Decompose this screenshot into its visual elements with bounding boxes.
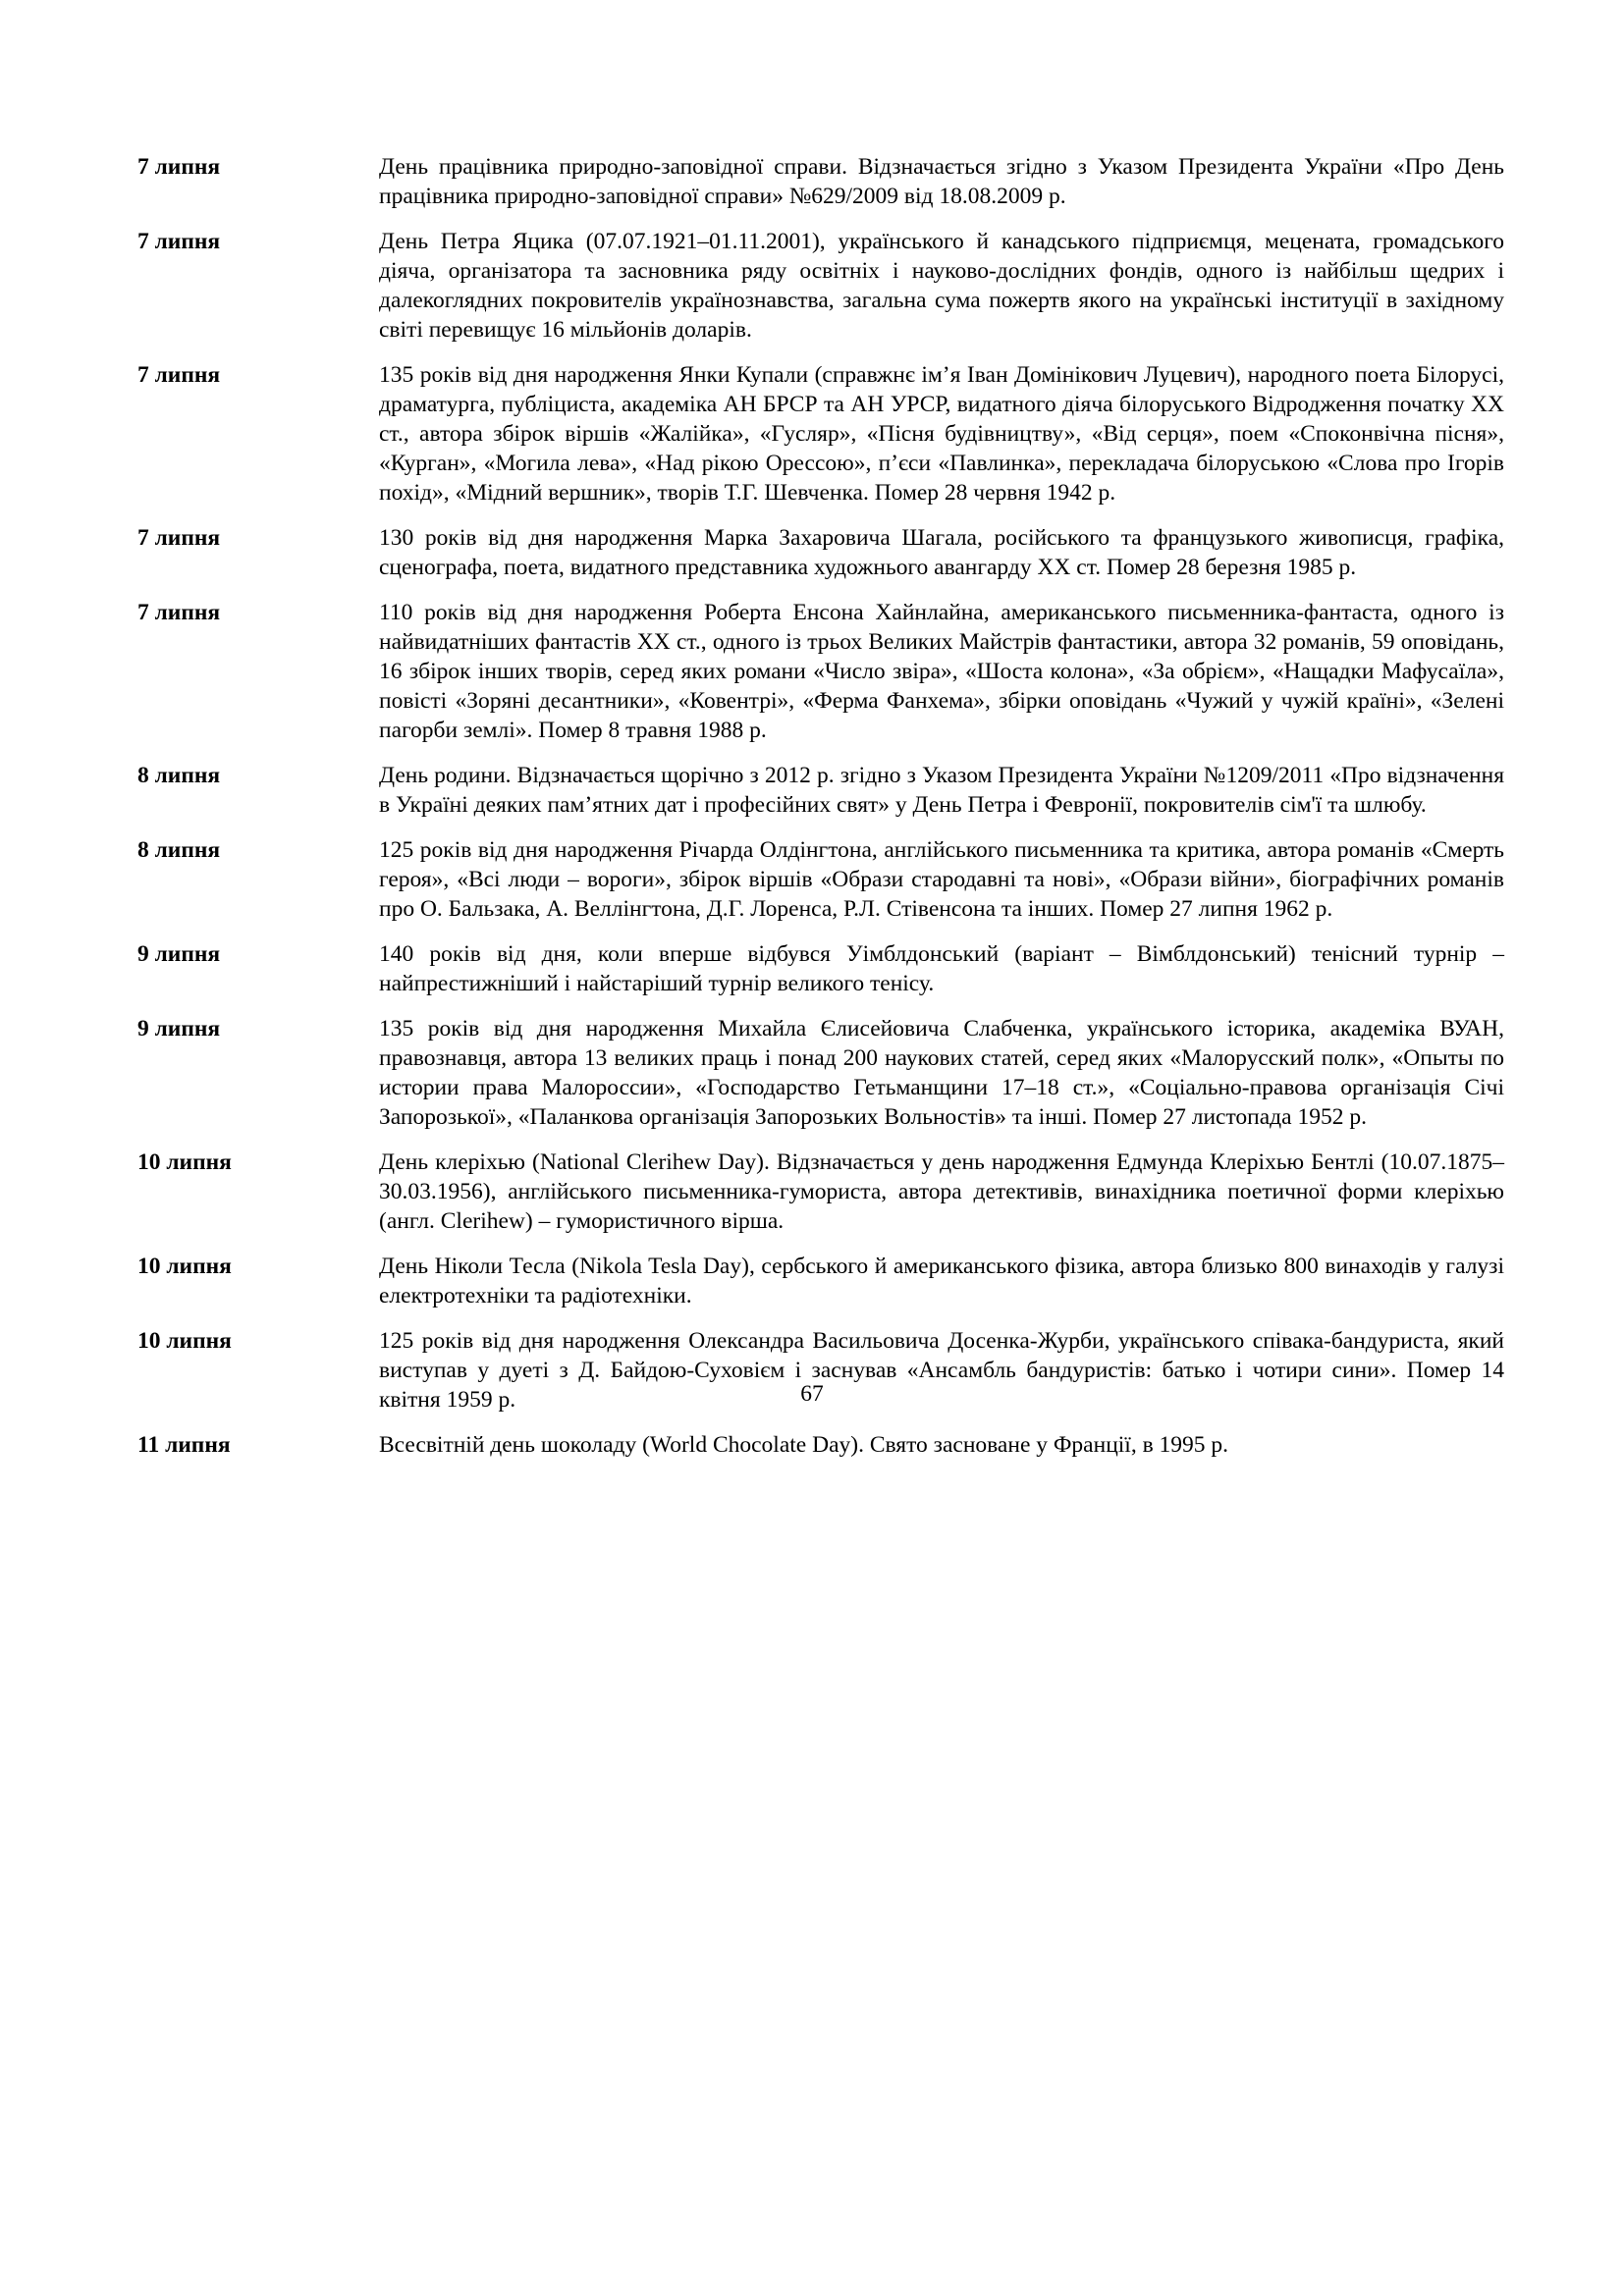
- calendar-entry: [137, 152, 1504, 211]
- entry-date: 8 липня: [137, 837, 221, 863]
- entry-date: 11 липня: [137, 1432, 231, 1458]
- entry-text: 140 років від дня, коли вперше відбувся Уімблдонський (варіант – Вімблдонський) тенісний турнір – найпрестижніший і найстаріший турнір великого тенісу.: [379, 941, 1504, 996]
- calendar-entry: [137, 523, 1504, 582]
- entry-date: 8 липня: [137, 763, 221, 788]
- entry-date: 7 липня: [137, 229, 221, 254]
- entry-date: 7 липня: [137, 600, 221, 625]
- entry-date: 10 липня: [137, 1254, 232, 1279]
- calendar-entry: [137, 227, 1504, 345]
- entry-text: Всесвітній день шоколаду (World Chocolate Day). Свято засноване у Франції, в 1995 р.: [379, 1432, 1229, 1458]
- entry-date: 7 липня: [137, 154, 221, 180]
- entry-text: 125 років від дня народження Річарда Олдінгтона, англійського письменника та критика, автора романів «Смерть героя», «Всі люди – вороги», збірок віршів «Образи стародавні та нові», «Образи війни», біографічних романів про О. Бальзака, А. Веллінгтона, Д.Г. Лоренса, Р.Л. Стівенсона та інших. Помер 27 липня 1962 р.: [379, 837, 1504, 922]
- entry-date: 10 липня: [137, 1149, 232, 1175]
- calendar-entry: [137, 761, 1504, 820]
- calendar-entry: [137, 1014, 1504, 1132]
- entry-text: День клеріхью (National Clerihew Day). Відзначається у день народження Едмунда Клеріхью Бентлі (10.07.1875–30.03.1956), англійського письменника-гумориста, автора детективів, винахідника поетичної форми клеріхью (англ. Clerihew) – гумористичного вірша.: [379, 1149, 1504, 1234]
- entry-date: 10 липня: [137, 1328, 232, 1354]
- entry-text: День Ніколи Тесла (Nikola Tesla Day), сербського й американського фізика, автора близько 800 винаходів у галузі електротехніки та радіотехніки.: [379, 1254, 1504, 1308]
- entry-text: 135 років від дня народження Михайла Єлисейовича Слабченка, українського історика, академіка ВУАН, правознавця, автора 13 великих праць і понад 200 наукових статей, серед яких «Малорусский полк», «Опыты по истории права Малороссии», «Господарство Гетьманщини 17–18 ст.», «Соціально-правова організація Січі Запорозької», «Паланкова організація Запорозьких Вольностів» та інші. Помер 27 листопада 1952 р.: [379, 1016, 1504, 1130]
- entry-text: 130 років від дня народження Марка Захаровича Шагала, російського та французького живописця, графіка, сценографа, поета, видатного представника художнього авангарду XX ст. Помер 28 березня 1985 р.: [379, 525, 1504, 580]
- entry-date: 9 липня: [137, 941, 221, 967]
- calendar-entry: [137, 360, 1504, 507]
- entry-text: 125 років від дня народження Олександра Васильовича Досенка-Журби, українського співака-бандуриста, який виступав у дуеті з Д. Байдою-Суховієм і заснував «Ансамбль бандуристів: батько і чотири сини». Помер 14 квітня 1959 р.: [379, 1328, 1504, 1413]
- calendar-entry: [137, 1430, 1504, 1460]
- entry-date: 9 липня: [137, 1016, 221, 1041]
- entry-text: День родини. Відзначається щорічно з 2012 р. згідно з Указом Президента України №1209/2011 «Про відзначення в Україні деяких пам’ятних дат і професійних свят» у День Петра і Февронії, покровителів сім'ї та шлюбу.: [379, 763, 1504, 818]
- entry-date: 7 липня: [137, 525, 221, 551]
- calendar-entry: [137, 598, 1504, 745]
- entry-date: 7 липня: [137, 362, 221, 388]
- entry-text: 110 років від дня народження Роберта Енсона Хайнлайна, американського письменника-фантаста, одного із найвидатніших фантастів XX ст., одного із трьох Великих Майстрів фантастики, автора 32 романів, 59 оповідань, 16 збірок інших творів, серед яких романи «Число звіра», «Шоста колона», «За обрієм», «Нащадки Мафусаїла», повісті «Зоряні десантники», «Ковентрі», «Ферма Фанхема», збірки оповідань «Чужий у чужій країні», «Зелені пагорби землі». Помер 8 травня 1988 р.: [379, 600, 1504, 743]
- calendar-entry: [137, 835, 1504, 924]
- entry-text: День працівника природно-заповідної справи. Відзначається згідно з Указом Президента України «Про День працівника природно-заповідної справи» №629/2009 від 18.08.2009 р.: [379, 154, 1504, 209]
- calendar-entries: [137, 152, 1504, 1475]
- entry-text: 135 років від дня народження Янки Купали (справжнє ім’я Іван Домінікович Луцевич), народного поета Білорусі, драматурга, публіциста, академіка АН БРСР та АН УРСР, видатного діяча білоруського Відродження початку XX ст., автора збірок віршів «Жалійка», «Гусляр», «Пісня будівництву», «Від серця», поем «Споконвічна пісня», «Курган», «Могила лева», «Над рікою Орессою», п’єси «Павлинка», перекладача білоруською «Слова про Ігорів похід», «Мідний вершник», творів Т.Г. Шевченка. Помер 28 червня 1942 р.: [379, 362, 1504, 506]
- page-number: 67: [800, 1381, 824, 1407]
- calendar-entry: [137, 1148, 1504, 1236]
- calendar-entry: [137, 939, 1504, 998]
- entry-text: День Петра Яцика (07.07.1921–01.11.2001), українського й канадського підприємця, мецената, громадського діяча, організатора та засновника ряду освітніх і науково-дослідних фондів, одного із найбільш щедрих і далекоглядних покровителів українознавства, загальна сума пожертв якого на українські інституції в західному світі перевищує 16 мільйонів доларів.: [379, 229, 1504, 343]
- calendar-entry: [137, 1252, 1504, 1310]
